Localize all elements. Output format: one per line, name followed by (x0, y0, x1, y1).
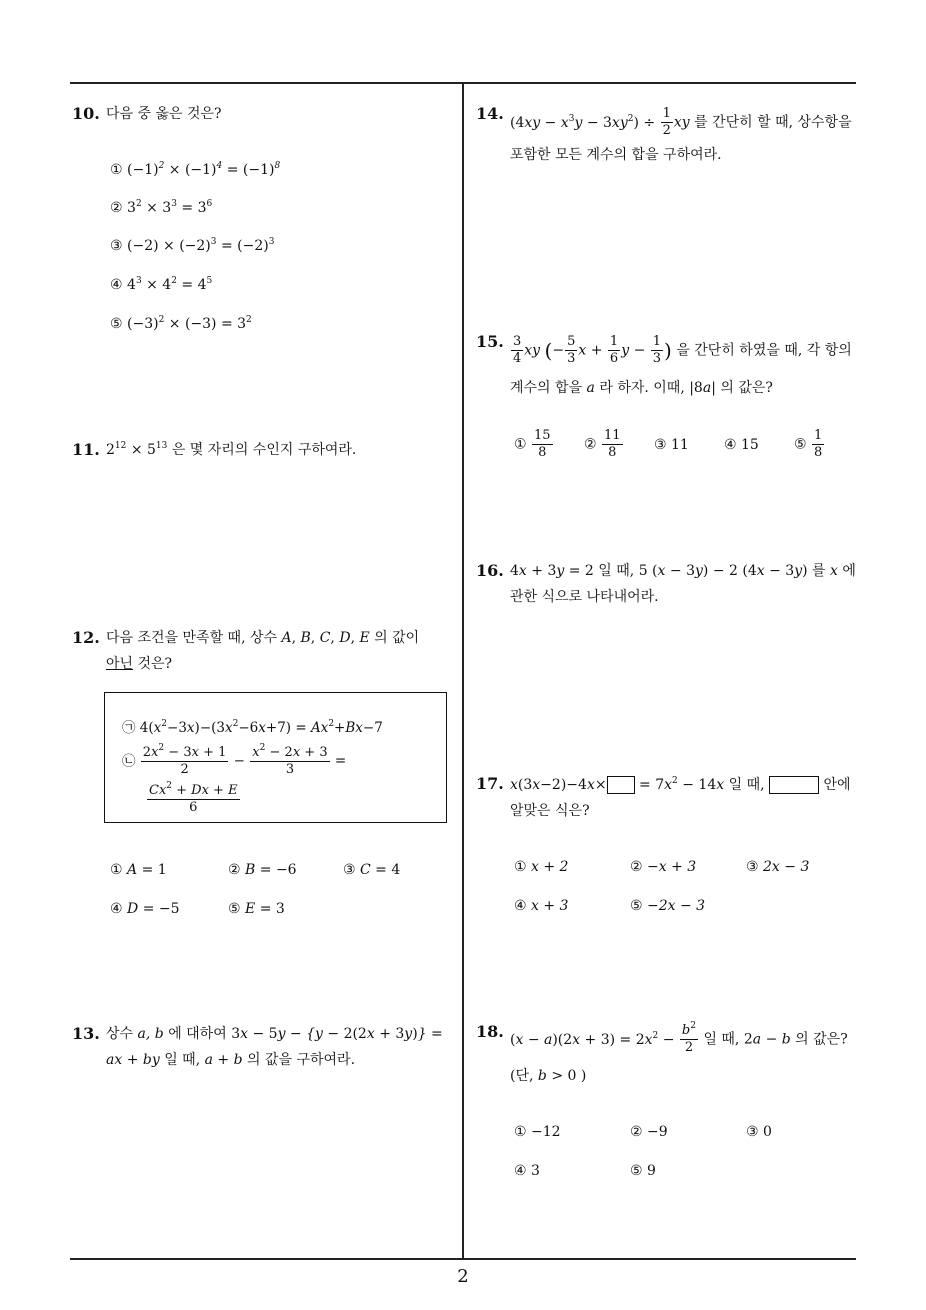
q12-option-4[interactable]: ④ D = −5 (110, 901, 180, 917)
q12-option-1[interactable]: ① A = 1 (110, 862, 167, 878)
q14-prompt-line2: 포함한 모든 계수의 합을 구하여라. (510, 147, 722, 163)
q18-option-4[interactable]: ④ 3 (514, 1163, 540, 1179)
q10-option-5[interactable]: ⑤ $(-3)^2 \times (-3) = 3^2$ (110, 315, 252, 332)
q14-number: 14. (476, 104, 504, 123)
q14-prompt-line1: $(4xy - x^3y - 3xy^2)$ ÷ $\frac{1}{2}$ xy 를 간단히 할 때, 상수항을 (510, 106, 852, 138)
q12-prompt-line1: 다음 조건을 만족할 때, 상수 A, B, C, D, E 의 값이 (106, 630, 420, 646)
q18-prompt-line2: (단, b > 0 ) (510, 1068, 587, 1084)
q10-option-4[interactable]: ④ $4^3 \times 4^2 = 4^5$ (110, 276, 213, 293)
q12-option-3[interactable]: ③ C = 4 (343, 862, 401, 878)
q18-number: 18. (476, 1022, 504, 1041)
q15-option-5[interactable]: ⑤ $\frac{1}{8}$ (794, 428, 823, 460)
q16-number: 16. (476, 561, 504, 580)
q12-prompt-line2: 아닌 것은? (106, 656, 173, 672)
q13-prompt-line1: 상수 a, b 에 대하여 3x − 5y − {y − 2(2x + 3y)} = (106, 1026, 443, 1042)
q18-option-5[interactable]: ⑤ 9 (630, 1163, 656, 1179)
q12-option-2[interactable]: ② B = −6 (228, 862, 297, 878)
q17-prompt-line1: $x(3x-2)-4x\times = 7x^2 - 14x$ 일 때, 안에 (510, 776, 851, 793)
q10-prompt: 다음 중 옳은 것은? (106, 106, 222, 122)
q15-option-3[interactable]: ③ 11 (654, 437, 689, 453)
q12-number: 12. (72, 628, 100, 647)
q11-number: 11. (72, 440, 100, 459)
q12-option-5[interactable]: ⑤ E = 3 (228, 901, 285, 917)
q15-number: 15. (476, 332, 504, 351)
q10-option-1[interactable]: ① $(-1)^2 \times (-1)^4 = (-1)^8$ (110, 161, 281, 178)
q15-prompt-line1: $\frac{3}{4}$ xy (− $\frac{5}{3}$ x + $\frac{1}{6}$ y − $\frac{1}{3}$ ) 을 간단히 하였을 때, 각 항의 (513, 334, 852, 366)
q17-option-5[interactable]: ⑤ −2x − 3 (630, 898, 706, 914)
q12-condition-1: ㉠ $4(x^2-3x)-(3x^2-6x+7) = Ax^2+Bx-7$ (122, 719, 383, 736)
q10-option-3[interactable]: ③ $(-2) \times (-2)^3 = (-2)^3$ (110, 237, 275, 254)
q17-blank-box-ref (769, 776, 819, 794)
q15-option-2[interactable]: ② $\frac{11}{8}$ (584, 428, 621, 460)
q17-number: 17. (476, 774, 504, 793)
q10-number: 10. (72, 104, 100, 123)
q17-blank-box (607, 776, 635, 794)
q15-prompt-line2: 계수의 합을 a 라 하자. 이때, |8a| 의 값은? (510, 380, 773, 396)
q18-prompt-line1: $(x - a)(2x + 3) = 2x^2$ − $\frac{b^2}{2}$ 일 때, 2a − b 의 값은? (510, 1021, 848, 1055)
q11-prompt-line: $2^{12} \times 5^{13}$ 은 몇 자리의 수인지 구하여라. (106, 441, 357, 458)
q13-prompt-line2: ax + by 일 때, a + b 의 값을 구하여라. (106, 1052, 356, 1068)
page-number: 2 (457, 1266, 469, 1287)
q15-option-4[interactable]: ④ 15 (724, 437, 759, 453)
q12-condition-2: ㉡ $\frac{2x^2 - 3x + 1}{2}$ − $\frac{x^2 - 2x + 3}{3}$ = (122, 743, 347, 777)
q17-prompt-line2: 알맞은 식은? (510, 803, 590, 819)
column-divider (462, 82, 464, 1260)
bottom-rule (70, 1258, 856, 1260)
q18-option-1[interactable]: ① −12 (514, 1124, 561, 1140)
q16-prompt-line1: 4x + 3y = 2 일 때, 5 (x − 3y) − 2 (4x − 3y) 를 x 에 (510, 563, 856, 579)
q17-option-2[interactable]: ② −x + 3 (630, 859, 697, 875)
q17-option-1[interactable]: ① x + 2 (514, 859, 569, 875)
q17-option-3[interactable]: ③ 2x − 3 (746, 859, 810, 875)
q15-option-1[interactable]: ① $\frac{15}{8}$ (514, 428, 551, 460)
q16-prompt-line2: 관한 식으로 나타내어라. (510, 589, 659, 605)
q17-option-4[interactable]: ④ x + 3 (514, 898, 569, 914)
q13-number: 13. (72, 1024, 100, 1043)
q10-option-2[interactable]: ② $3^2 \times 3^3 = 3^6$ (110, 199, 213, 216)
q18-option-3[interactable]: ③ 0 (746, 1124, 772, 1140)
q12-condition-2-result: $\frac{Cx^2 + Dx + E}{6}$ (149, 781, 238, 815)
q18-option-2[interactable]: ② −9 (630, 1124, 668, 1140)
